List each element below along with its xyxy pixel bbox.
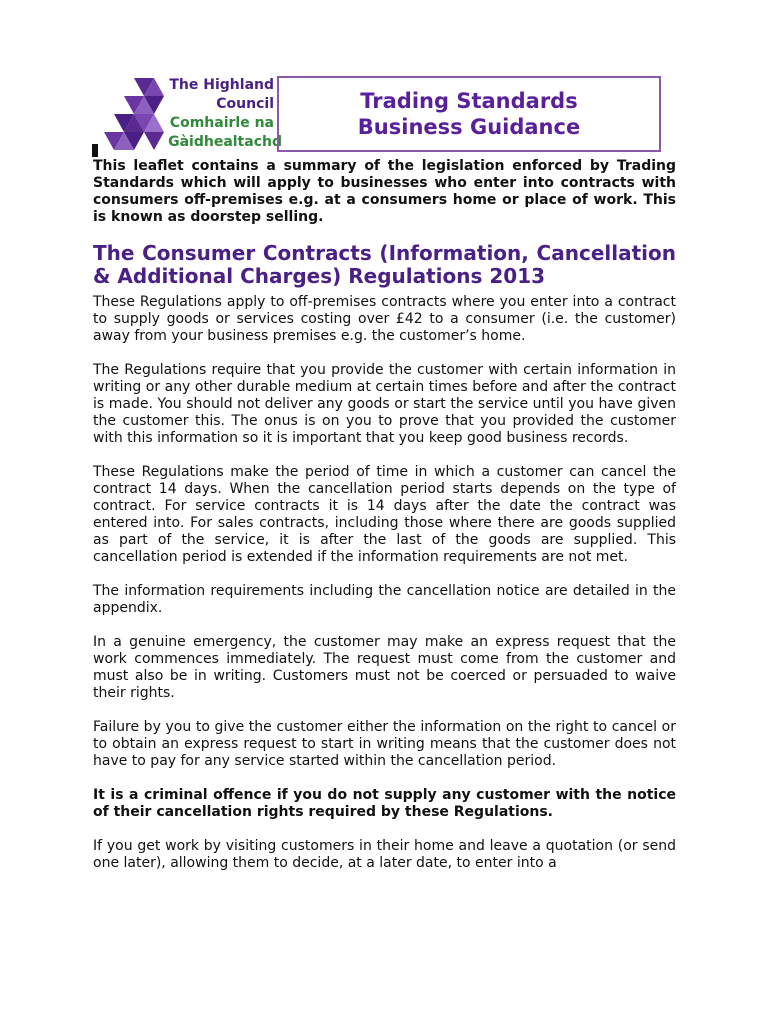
body-paragraph-3: These Regulations make the period of time in which a customer can cancel the contract 14 days. When the cancellation period starts depends on the type of contract. For service contracts it is 14 days after the date the contract was entered into. For sales contracts, including those where there are goods supplied as part of the service, it is after the last of the goods are supplied. This cancellation period is extended if the information requirements are not met. — [93, 464, 676, 565]
body-paragraph-last: If you get work by visiting customers in their home and leave a quotation (or send one later), allowing them to decide, at a later date, to enter into a — [93, 838, 676, 871]
title-line-1: Trading Standards — [360, 89, 578, 113]
highland-council-logo — [96, 72, 286, 156]
title-line-2: Business Guidance — [357, 115, 581, 139]
logo-line-2: Council — [216, 96, 274, 112]
logo-line-3: Comhairle na — [169, 115, 274, 131]
margin-marker — [92, 144, 98, 157]
body-paragraph-5: In a genuine emergency, the customer may make an express request that the work commences immediately. The request must come from the customer and must also be in writing. Customers must not be coerced or persuaded to waive their rights. — [93, 634, 676, 701]
section-heading: The Consumer Contracts (Information, Cancellation & Additional Charges) Regulations 2013 — [93, 241, 676, 288]
body-paragraph-1: These Regulations apply to off-premises contracts where you enter into a contract to supply goods or services costing over £42 to a consumer (i.e. the customer) away from your business premises e.g. the customer’s home. — [93, 294, 676, 344]
body-paragraph-2: The Regulations require that you provide the customer with certain information in writing or any other durable medium at certain times before and after the contract is made. You should not deliver any goods or start the service until you have given the customer this. The onus is on you to prove that you provided the customer with this information so it is important that you keep good business records. — [93, 362, 676, 446]
title-box — [277, 76, 661, 152]
logo-line-4: Gàidhealtachd — [168, 134, 282, 150]
body-paragraph-4: The information requirements including the cancellation notice are detailed in the appendix. — [93, 583, 676, 616]
logo-line-1: The Highland — [169, 77, 274, 93]
main-content — [93, 158, 676, 872]
body-paragraph-6: Failure by you to give the customer either the information on the right to cancel or to obtain an express request to start in writing means that the customer does not have to pay for any service started within the cancellation period. — [93, 719, 676, 769]
offence-paragraph: It is a criminal offence if you do not supply any customer with the notice of their cancellation rights required by these Regulations. — [93, 787, 676, 820]
intro-paragraph: This leaflet contains a summary of the legislation enforced by Trading Standards which will apply to businesses who enter into contracts with consumers off-premises e.g. at a consumers home or place of work. This is known as doorstep selling. — [93, 158, 676, 225]
